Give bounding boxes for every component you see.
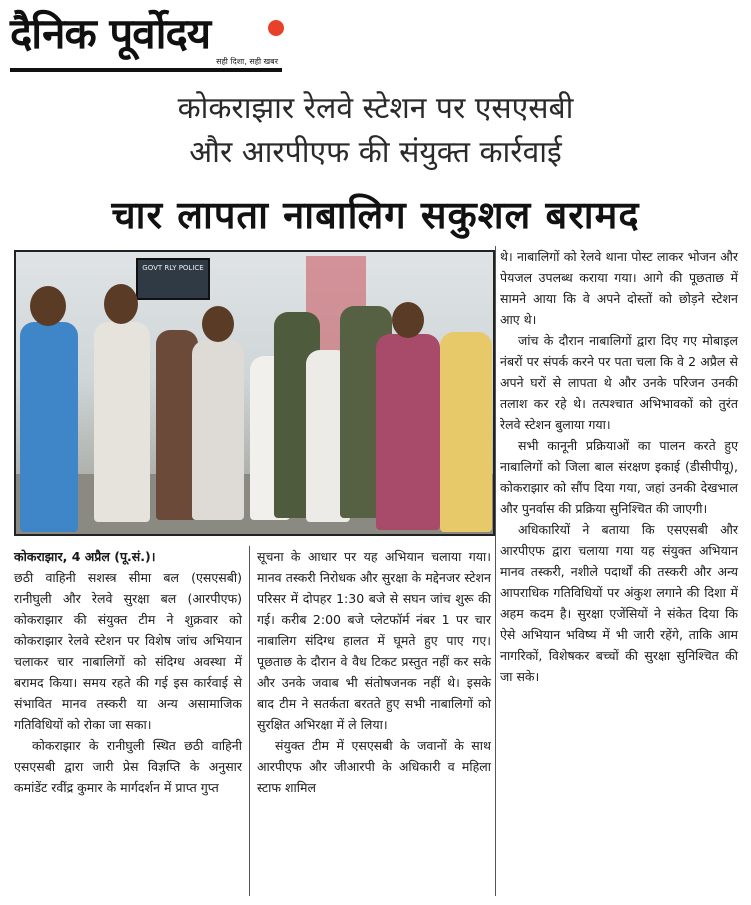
article-paragraph: जांच के दौरान नाबालिगों द्वारा दिए गए मोबाइल नंबरों पर संपर्क करने पर पता चला कि वे 2 अप्रैल से अपने घरों से लापता थे और उनके परिजन उनकी तलाश कर रहे थे। तत्पश्चात अभिभावकों को तुरंत रेलवे स्टेशन बुलाया गया। xyxy=(500,333,738,432)
article-paragraph: अधिकारियों ने बताया कि एसएसबी और आरपीएफ द्वारा चलाया गया यह संयुक्त अभियान मानव तस्करी, नशीले पदार्थों की तस्करी और अन्य आपराधिक गतिविधियों पर अंकुश लगाने की दिशा में अहम कदम है। सुरक्षा एजेंसियों ने संकेत दिया कि ऐसे अभियान भविष्य में भी जारी रहेंगे, ताकि आम नागरिकों, विशेषकर बच्चों की सुरक्षा सुनिश्चित की जा सके। xyxy=(500,522,738,684)
article-dateline: कोकराझार, 4 अप्रैल (पू.सं.)। xyxy=(14,549,156,564)
kicker-line-1: कोकराझार रेलवे स्टेशन पर एसएसबी xyxy=(177,91,574,126)
main-headline: चार लापता नाबालिग सकुशल बरामद xyxy=(111,193,640,237)
kicker-line-2: और आरपीएफ की संयुक्त कार्रवाई xyxy=(189,135,562,170)
masthead xyxy=(10,8,282,72)
column-divider xyxy=(249,546,250,896)
photo-person-blue-shirt xyxy=(20,322,78,532)
article-paragraph: छठी वाहिनी सशस्त्र सीमा बल (एसएसबी) रानीघुली और रेलवे सुरक्षा बल (आरपीएफ) कोकराझार की संयुक्त टीम ने शुक्रवार को कोकराझार रेलवे स्टेशन पर विशेष जांच अभियान चलाकर चार नाबालिगों को संदिग्ध अवस्था में बरामद किया। समय रहते की गई इस कार्रवाई से संभावित मानव तस्करी या अन्य असामाजिक गतिविधियों को रोका जा सका। xyxy=(14,570,242,732)
article-column-2 xyxy=(257,546,491,798)
article-column-1 xyxy=(14,546,242,798)
news-photo xyxy=(14,250,495,536)
article-paragraph: सूचना के आधार पर यह अभियान चलाया गया। मानव तस्करी निरोधक और सुरक्षा के मद्देनजर स्टेशन परिसर में दोपहर 1:30 बजे से सघन जांच शुरू की गई। करीब 2:00 बजे प्लेटफॉर्म नंबर 1 पर चार नाबालिग संदिग्ध हालत में घूमते हुए पाए गए। पूछताछ के दौरान वे वैध टिकट प्रस्तुत नहीं कर सके और उनके जवाब भी संतोषजनक नहीं थे। इसके बाद टीम ने सतर्कता बरतते हुए सभी नाबालिगों को सुरक्षित अभिरक्षा में ले लिया। xyxy=(257,549,491,732)
photo-wall-sign xyxy=(136,258,210,300)
photo-person-boy xyxy=(192,340,244,520)
article-paragraph: कोकराझार के रानीघुली स्थित छठी वाहिनी एसएसबी द्वारा जारी प्रेस विज्ञप्ति के अनुसार कमांडेंट रवींद्र कुमार के मार्गदर्शन में प्राप्त गुप्त xyxy=(14,738,242,795)
photo-person-head xyxy=(392,302,424,338)
article-paragraph: थे। नाबालिगों को रेलवे थाना पोस्ट लाकर भोजन और पेयजल उपलब्ध कराया गया। आगे की पूछताछ में सामने आया कि वे अपने दोस्तों को छोड़ने स्टेशन आए थे। xyxy=(500,249,738,327)
article-paragraph: संयुक्त टीम में एसएसबी के जवानों के साथ आरपीएफ और जीआरपी के अधिकारी व महिला स्टाफ शामिल xyxy=(257,738,491,795)
photo-person-woman xyxy=(376,334,440,530)
newspaper-logo: दैनिक पूर्वोदय xyxy=(10,9,211,58)
logo-dot-icon xyxy=(268,20,284,36)
photo-person-white-shirt xyxy=(94,322,150,522)
masthead-tagline: सही दिशा, सही खबर xyxy=(216,57,278,66)
photo-person-head xyxy=(104,284,138,324)
photo-person-head xyxy=(30,286,66,326)
article-column-3 xyxy=(500,246,738,687)
photo-person-head xyxy=(202,306,234,342)
column-divider xyxy=(495,246,496,896)
wall-sign-text: GOVT RLY POLICE xyxy=(142,264,204,272)
article-paragraph: सभी कानूनी प्रक्रियाओं का पालन करते हुए नाबालिगों को जिला बाल संरक्षण इकाई (डीसीपीयू), कोकराझार को सौंप दिया गया, जहां उनकी देखभाल और पुनर्वास की प्रक्रिया सुनिश्चित की जाएगी। xyxy=(500,438,738,516)
masthead-rule xyxy=(10,68,282,72)
photo-person-woman-yellow xyxy=(440,332,492,532)
